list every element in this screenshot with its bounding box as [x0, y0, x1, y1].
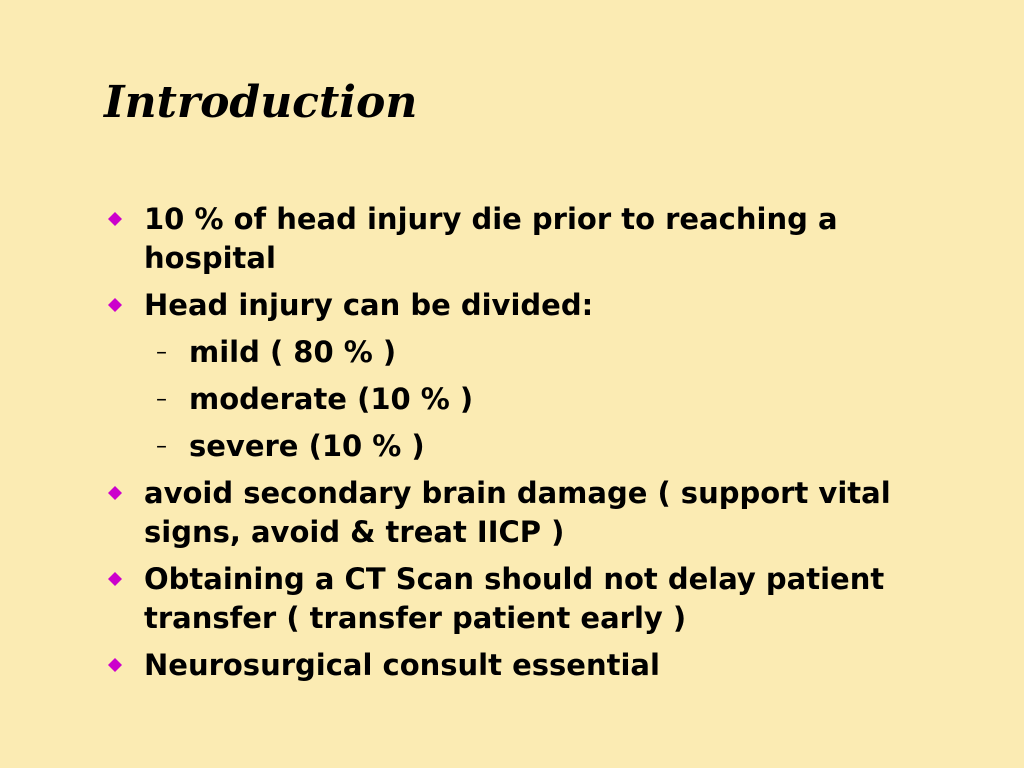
dash-marker: – [156, 340, 167, 365]
sub-item [144, 333, 924, 372]
bullet-list [104, 200, 924, 693]
sub-item-text: severe (10 % ) [189, 429, 425, 463]
bullet-item [104, 646, 924, 685]
sub-list [144, 333, 924, 466]
bullet-item [104, 286, 924, 466]
diamond-icon [108, 298, 122, 312]
bullet-text: avoid secondary brain damage ( support vital signs, avoid & treat IICP ) [144, 476, 891, 549]
sub-item [144, 427, 924, 466]
dash-marker: – [156, 387, 167, 412]
bullet-text: Neurosurgical consult essential [144, 648, 660, 682]
diamond-icon [108, 572, 122, 586]
bullet-item [104, 200, 924, 278]
bullet-text: Obtaining a CT Scan should not delay patient transfer ( transfer patient early ) [144, 562, 885, 635]
diamond-icon [108, 658, 122, 672]
bullet-item [104, 560, 924, 638]
bullet-item [104, 474, 924, 552]
dash-marker: – [156, 434, 167, 459]
sub-item [144, 380, 924, 419]
slide-title: Introduction [104, 77, 418, 128]
diamond-icon [108, 212, 122, 226]
sub-item-text: moderate (10 % ) [189, 382, 474, 416]
sub-item-text: mild ( 80 % ) [189, 335, 397, 369]
bullet-text: 10 % of head injury die prior to reaching a hospital [144, 202, 838, 275]
bullet-text: Head injury can be divided: [144, 288, 594, 322]
diamond-icon [108, 486, 122, 500]
